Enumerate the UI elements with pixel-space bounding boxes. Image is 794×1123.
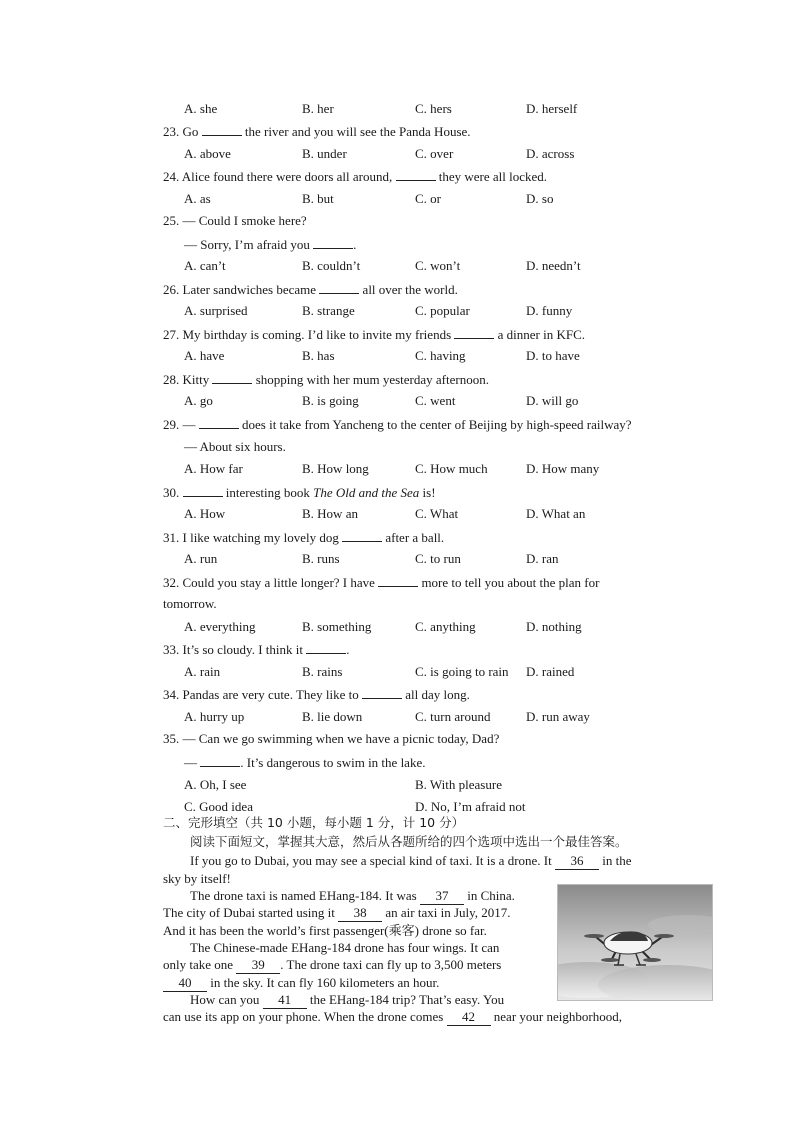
q33-option-a[interactable]: A. rain	[184, 664, 221, 679]
q23-stem: 23. Go the river and you will see the Panda House.	[163, 124, 471, 139]
q26-option-c[interactable]: C. popular	[415, 303, 470, 318]
passage-line: sky by itself!	[163, 871, 231, 886]
q34-option-d[interactable]: D. run away	[526, 709, 590, 724]
answer-blank[interactable]	[212, 371, 252, 384]
q24-option-a[interactable]: A. as	[184, 191, 211, 206]
q22-option-c[interactable]: C. hers	[415, 101, 452, 116]
q34-option-b[interactable]: B. lie down	[302, 709, 363, 724]
q29-option-c[interactable]: C. How much	[415, 461, 488, 476]
q31-option-a[interactable]: A. run	[184, 551, 218, 566]
answer-blank[interactable]	[199, 416, 239, 429]
q29-option-d[interactable]: D. How many	[526, 461, 600, 476]
q31-option-d[interactable]: D. ran	[526, 551, 559, 566]
answer-blank[interactable]	[378, 574, 418, 587]
q28-option-c[interactable]: C. went	[415, 393, 456, 408]
q33-stem: 33. It’s so cloudy. I think it .	[163, 642, 350, 657]
q28-option-b[interactable]: B. is going	[302, 393, 359, 408]
q24-option-c[interactable]: C. or	[415, 191, 441, 206]
passage-line: The drone taxi is named EHang-184. It was 37 in China.	[190, 888, 515, 903]
q25-option-c[interactable]: C. won’t	[415, 258, 461, 273]
q25-option-d[interactable]: D. needn’t	[526, 258, 581, 273]
section-instruction: 阅读下面短文，掌握其大意，然后从各题所给的四个选项中选出一个最佳答案。	[190, 834, 628, 849]
answer-blank[interactable]	[319, 281, 359, 294]
q32-stem: 32. Could you stay a little longer? I have more to tell you about the plan for	[163, 575, 600, 590]
q29-stem: 29. — does it take from Yancheng to the center of Beijing by high-speed railway?	[163, 417, 632, 432]
q24-option-b[interactable]: B. but	[302, 191, 334, 206]
q30-option-d[interactable]: D. What an	[526, 506, 586, 521]
answer-blank[interactable]	[454, 326, 494, 339]
q35-stem: 35. — Can we go swimming when we have a picnic today, Dad?	[163, 731, 500, 746]
answer-blank[interactable]	[202, 123, 242, 136]
answer-blank[interactable]	[183, 484, 223, 497]
cloze-blank-42[interactable]: 42	[447, 1009, 491, 1026]
q24-stem: 24. Alice found there were doors all around, they were all locked.	[163, 169, 548, 184]
answer-blank[interactable]	[306, 641, 346, 654]
q29-option-b[interactable]: B. How long	[302, 461, 369, 476]
passage-line: 40 in the sky. It can fly 160 kilometers an hour.	[163, 975, 439, 992]
q35-option-d[interactable]: D. No, I’m afraid not	[415, 799, 526, 814]
q28-option-a[interactable]: A. go	[184, 393, 213, 408]
q22-option-b[interactable]: B. her	[302, 101, 334, 116]
q32-option-c[interactable]: C. anything	[415, 619, 476, 634]
q26-stem: 26. Later sandwiches became all over the world.	[163, 282, 458, 297]
q32-option-b[interactable]: B. something	[302, 619, 372, 634]
passage-line: The Chinese-made EHang-184 drone has four wings. It can	[190, 940, 500, 955]
q32-option-d[interactable]: D. nothing	[526, 619, 582, 634]
q31-option-c[interactable]: C. to run	[415, 551, 461, 566]
passage-line: If you go to Dubai, you may see a special kind of taxi. It is a drone. It 36 in the	[190, 853, 632, 868]
q33-option-d[interactable]: D. rained	[526, 664, 575, 679]
q30-stem: 30. interesting book The Old and the Sea is!	[163, 485, 436, 500]
q22-option-d[interactable]: D. herself	[526, 101, 578, 116]
passage-line: only take one 39 . The drone taxi can fly up to 3,500 meters	[163, 957, 502, 972]
answer-blank[interactable]	[396, 168, 436, 181]
section-heading: 二、完形填空（共 10 小题，每小题 1 分，计 10 分）	[163, 815, 465, 830]
q25-stem-reply: — Sorry, I’m afraid you .	[184, 237, 357, 252]
q22-option-a[interactable]: A. she	[184, 101, 218, 116]
q35-option-a[interactable]: A. Oh, I see	[184, 777, 247, 792]
q31-stem: 31. I like watching my lovely dog after a ball.	[163, 530, 445, 545]
cloze-blank-36[interactable]: 36	[555, 853, 599, 870]
passage-line: And it has been the world’s first passenger(乘客) drone so far.	[163, 923, 487, 938]
answer-blank[interactable]	[342, 529, 382, 542]
q31-option-b[interactable]: B. runs	[302, 551, 340, 566]
q35-option-c[interactable]: C. Good idea	[184, 799, 253, 814]
q23-option-a[interactable]: A. above	[184, 146, 231, 161]
q34-option-c[interactable]: C. turn around	[415, 709, 491, 724]
drone-taxi-photo	[557, 884, 713, 1001]
cloze-blank-37[interactable]: 37	[420, 888, 464, 905]
q23-option-b[interactable]: B. under	[302, 146, 347, 161]
answer-blank[interactable]	[313, 236, 353, 249]
q26-option-d[interactable]: D. funny	[526, 303, 573, 318]
q23-option-d[interactable]: D. across	[526, 146, 575, 161]
q26-option-a[interactable]: A. surprised	[184, 303, 248, 318]
q27-option-d[interactable]: D. to have	[526, 348, 580, 363]
q34-option-a[interactable]: A. hurry up	[184, 709, 245, 724]
q32-stem-cont: tomorrow.	[163, 596, 217, 611]
answer-blank[interactable]	[362, 686, 402, 699]
q27-option-c[interactable]: C. having	[415, 348, 466, 363]
q25-stem: 25. — Could I smoke here?	[163, 213, 307, 228]
q27-option-b[interactable]: B. has	[302, 348, 335, 363]
q25-option-a[interactable]: A. can’t	[184, 258, 226, 273]
q29-option-a[interactable]: A. How far	[184, 461, 243, 476]
passage-line: The city of Dubai started using it 38 an air taxi in July, 2017.	[163, 905, 511, 920]
q32-option-a[interactable]: A. everything	[184, 619, 256, 634]
q25-option-b[interactable]: B. couldn’t	[302, 258, 361, 273]
q30-option-a[interactable]: A. How	[184, 506, 226, 521]
q33-option-b[interactable]: B. rains	[302, 664, 343, 679]
q30-option-b[interactable]: B. How an	[302, 506, 358, 521]
q23-option-c[interactable]: C. over	[415, 146, 454, 161]
q33-option-c[interactable]: C. is going to rain	[415, 664, 509, 679]
q30-option-c[interactable]: C. What	[415, 506, 459, 521]
q29-stem-reply: — About six hours.	[184, 439, 286, 454]
q35-stem-reply: — . It’s dangerous to swim in the lake.	[184, 755, 426, 770]
q27-stem: 27. My birthday is coming. I’d like to invite my friends a dinner in KFC.	[163, 327, 586, 342]
cloze-blank-38[interactable]: 38	[338, 905, 382, 922]
q28-option-d[interactable]: D. will go	[526, 393, 579, 408]
q26-option-b[interactable]: B. strange	[302, 303, 355, 318]
passage-line: can use its app on your phone. When the drone comes 42 near your neighborhood,	[163, 1009, 622, 1024]
cloze-blank-40[interactable]: 40	[163, 975, 207, 992]
q24-option-d[interactable]: D. so	[526, 191, 554, 206]
q35-option-b[interactable]: B. With pleasure	[415, 777, 502, 792]
answer-blank[interactable]	[200, 754, 240, 767]
passage-line: How can you 41 the EHang-184 trip? That’s easy. You	[190, 992, 505, 1007]
cloze-blank-41[interactable]: 41	[263, 992, 307, 1009]
q34-stem: 34. Pandas are very cute. They like to all day long.	[163, 687, 470, 702]
q28-stem: 28. Kitty shopping with her mum yesterday afternoon.	[163, 372, 489, 387]
q27-option-a[interactable]: A. have	[184, 348, 225, 363]
drone-icon	[558, 885, 712, 1000]
cloze-blank-39[interactable]: 39	[236, 957, 280, 974]
